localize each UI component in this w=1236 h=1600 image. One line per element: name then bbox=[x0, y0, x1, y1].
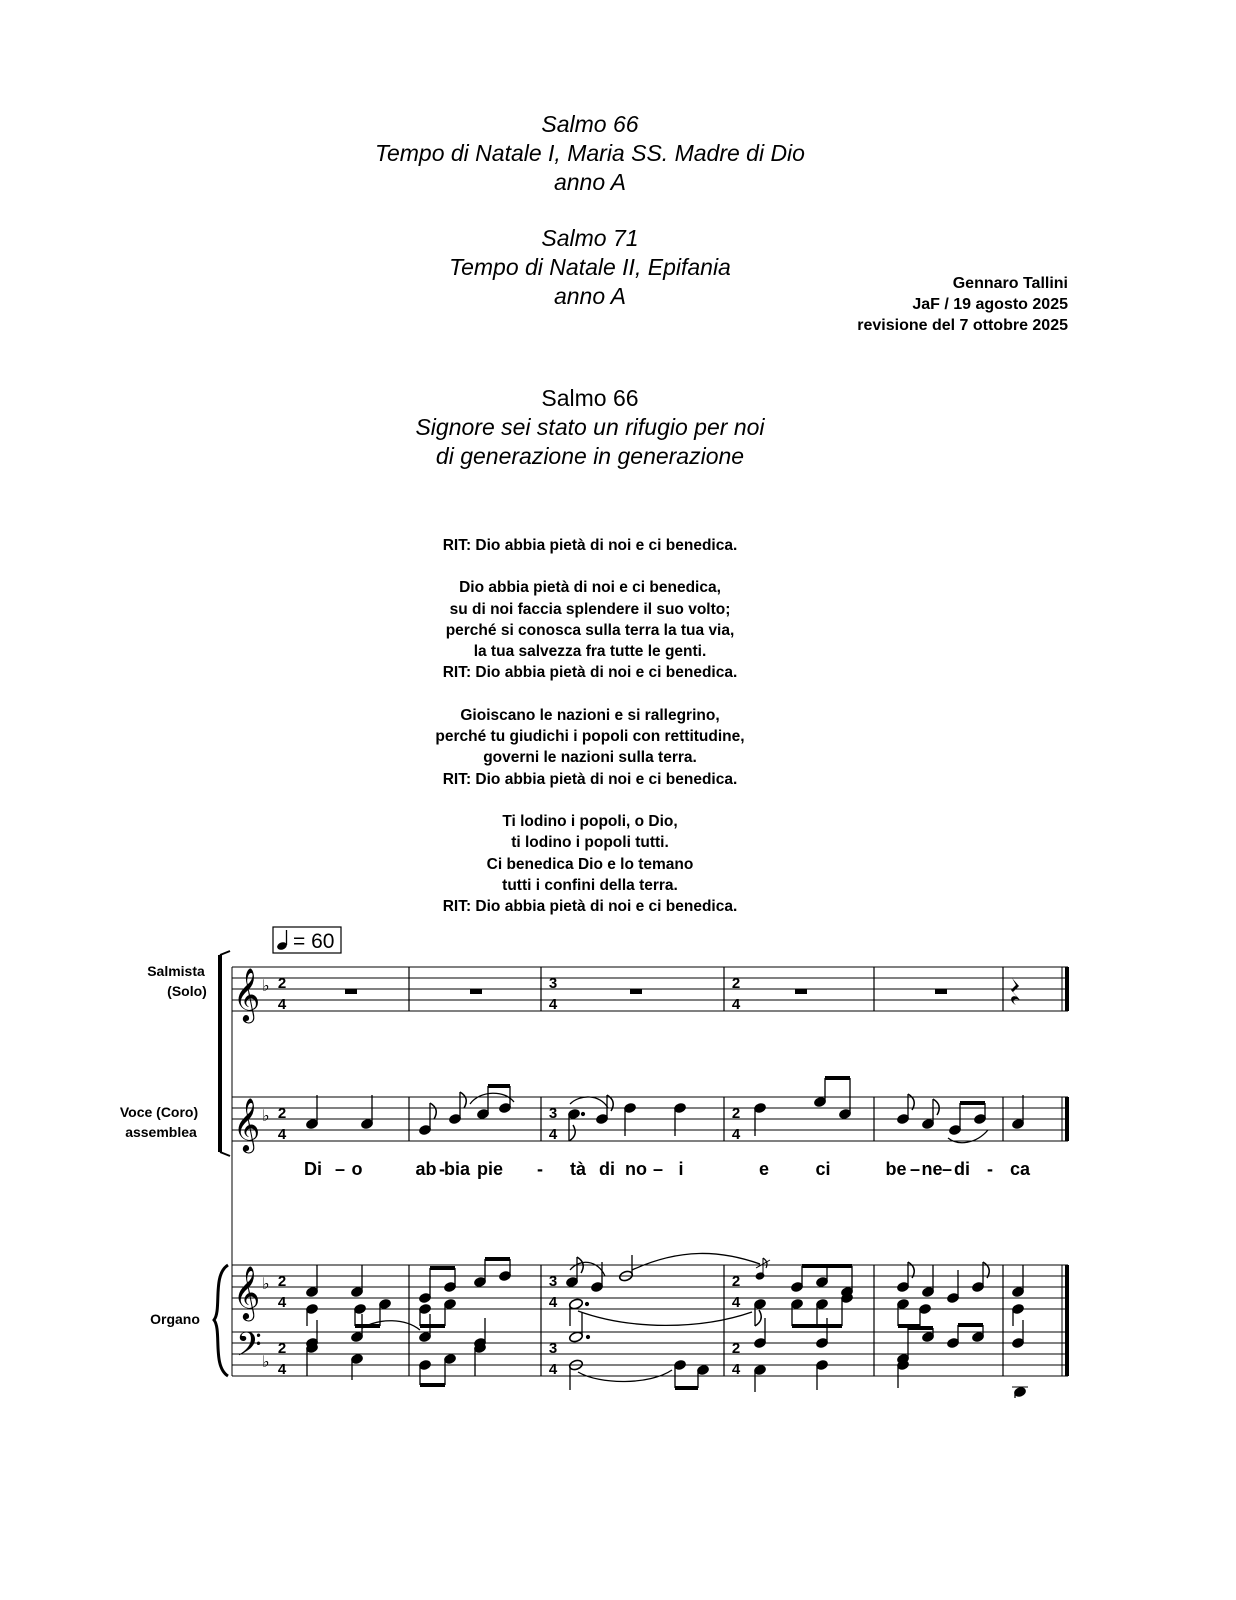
syllable: ne bbox=[921, 1159, 943, 1179]
salmista-rests bbox=[345, 978, 1020, 1005]
svg-text:2: 2 bbox=[277, 1273, 287, 1290]
instrument-label-salmista: (Solo) bbox=[167, 983, 207, 999]
svg-text:3: 3 bbox=[548, 1340, 558, 1357]
header-line: anno A bbox=[553, 283, 627, 309]
syllable: e bbox=[758, 1159, 770, 1179]
svg-text:-: - bbox=[537, 1159, 543, 1179]
verse-line: perché tu giudichi i popoli con rettitudine, bbox=[435, 728, 745, 746]
syllable: bia bbox=[443, 1159, 471, 1179]
svg-text:4: 4 bbox=[548, 1126, 558, 1143]
system-bracket bbox=[220, 951, 232, 1376]
organ-treble-notes bbox=[305, 1253, 1024, 1326]
header-line: Salmo 66 bbox=[541, 111, 639, 137]
verse-line: governi le nazioni sulla terra. bbox=[483, 749, 697, 767]
svg-text:4: 4 bbox=[731, 1294, 741, 1311]
composition-date: JaF / 19 agosto 2025 bbox=[912, 296, 1068, 313]
tempo-text: = 60 bbox=[293, 930, 335, 953]
verse-line: tutti i confini della terra. bbox=[502, 876, 678, 894]
syllable: tà bbox=[569, 1159, 587, 1179]
svg-text:2: 2 bbox=[731, 1105, 741, 1122]
instrument-label-voce: Voce (Coro) bbox=[119, 1104, 199, 1120]
organ-brace bbox=[214, 1265, 228, 1376]
svg-text:3: 3 bbox=[548, 1105, 558, 1122]
syllable: ci bbox=[815, 1159, 831, 1179]
svg-text:2: 2 bbox=[731, 1273, 741, 1290]
treble-clef-icon: 𝄞 bbox=[233, 968, 261, 1020]
svg-text:2: 2 bbox=[731, 1340, 741, 1357]
syllable: di bbox=[954, 1159, 970, 1179]
psalm-title: Salmo 66 bbox=[541, 385, 639, 411]
svg-text:4: 4 bbox=[548, 996, 558, 1013]
verse-line: la tua salvezza fra tutte le genti. bbox=[473, 643, 707, 661]
verse-line: perché si conosca sulla terra la tua via, bbox=[445, 621, 735, 639]
syllable: no bbox=[625, 1159, 647, 1179]
refrain-intro: RIT: Dio abbia pietà di noi e ci benedica. bbox=[442, 537, 738, 554]
svg-text:2: 2 bbox=[277, 975, 287, 992]
header-line: Tempo di Natale II, Epifania bbox=[449, 254, 731, 280]
composer-name: Gennaro Tallini bbox=[952, 275, 1068, 292]
svg-text:4: 4 bbox=[277, 1294, 287, 1311]
time-signatures bbox=[278, 975, 741, 1378]
svg-text:4: 4 bbox=[277, 1361, 287, 1378]
svg-text:–: – bbox=[941, 1159, 953, 1179]
verse-line: ti lodino i popoli tutti. bbox=[511, 834, 669, 852]
flat-icon: ♭ bbox=[262, 1276, 270, 1293]
revision-date: revisione del 7 ottobre 2025 bbox=[857, 317, 1068, 334]
treble-clef-icon: 𝄞 bbox=[233, 1266, 261, 1318]
syllable: o bbox=[351, 1159, 363, 1179]
tempo-marking bbox=[273, 927, 341, 953]
header-line: Salmo 71 bbox=[541, 225, 639, 251]
score-lyrics bbox=[304, 1159, 1031, 1179]
instrument-label-salmista: Salmista bbox=[147, 963, 205, 979]
svg-text:3: 3 bbox=[548, 1273, 558, 1290]
svg-text:4: 4 bbox=[731, 1361, 741, 1378]
refrain-line: RIT: Dio abbia pietà di noi e ci benedica. bbox=[442, 664, 738, 682]
svg-text:2: 2 bbox=[277, 1105, 287, 1122]
instrument-label-voce: assemblea bbox=[125, 1124, 197, 1140]
verse-line: Dio abbia pietà di noi e ci benedica, bbox=[459, 579, 721, 597]
verse-line: Ti lodino i popoli, o Dio, bbox=[502, 812, 678, 830]
svg-text:–: – bbox=[909, 1159, 921, 1179]
bass-clef-icon: 𝄢 bbox=[236, 1327, 262, 1371]
verse-line: su di noi faccia splendere il suo volto; bbox=[449, 600, 731, 618]
syllable: pie bbox=[476, 1159, 504, 1179]
svg-text:-: - bbox=[987, 1159, 993, 1179]
svg-text:4: 4 bbox=[731, 996, 741, 1013]
voce-notes bbox=[305, 1078, 1024, 1143]
svg-text:–: – bbox=[334, 1159, 346, 1179]
refrain-line: RIT: Dio abbia pietà di noi e ci benedica. bbox=[442, 898, 738, 916]
key-signature bbox=[262, 978, 270, 1371]
svg-text:-: - bbox=[439, 1159, 445, 1179]
instrument-label-organo: Organo bbox=[150, 1311, 200, 1327]
syllable: ca bbox=[1009, 1159, 1031, 1179]
refrain-line: RIT: Dio abbia pietà di noi e ci benedica. bbox=[442, 770, 738, 788]
flat-icon: ♭ bbox=[262, 1108, 270, 1125]
final-barlines bbox=[1062, 967, 1069, 1376]
flat-icon: ♭ bbox=[262, 978, 270, 995]
verse-line: Ci benedica Dio e lo temano bbox=[486, 855, 694, 873]
svg-text:4: 4 bbox=[548, 1361, 558, 1378]
svg-text:4: 4 bbox=[277, 996, 287, 1013]
clefs bbox=[233, 968, 262, 1371]
treble-clef-icon: 𝄞 bbox=[233, 1098, 261, 1150]
verse-line: Gioiscano le nazioni e si rallegrino, bbox=[460, 706, 720, 724]
svg-text:4: 4 bbox=[731, 1126, 741, 1143]
svg-text:4: 4 bbox=[277, 1126, 287, 1143]
syllable: di bbox=[599, 1159, 615, 1179]
syllable: ab bbox=[415, 1159, 437, 1179]
svg-text:–: – bbox=[652, 1159, 664, 1179]
syllable: be bbox=[885, 1159, 907, 1179]
svg-text:3: 3 bbox=[548, 975, 558, 992]
header-line: Tempo di Natale I, Maria SS. Madre di Dio bbox=[375, 140, 805, 166]
svg-text:4: 4 bbox=[548, 1294, 558, 1311]
quarter-rest-icon bbox=[1011, 978, 1020, 1005]
syllable: Di bbox=[304, 1159, 322, 1179]
svg-text:2: 2 bbox=[731, 975, 741, 992]
syllable: i bbox=[678, 1159, 684, 1179]
psalm-subtitle: Signore sei stato un rifugio per noi bbox=[415, 414, 765, 440]
header-line: anno A bbox=[553, 169, 627, 195]
psalm-subtitle: di generazione in generazione bbox=[435, 443, 745, 469]
flat-icon: ♭ bbox=[262, 1354, 270, 1371]
svg-text:2: 2 bbox=[277, 1340, 287, 1357]
